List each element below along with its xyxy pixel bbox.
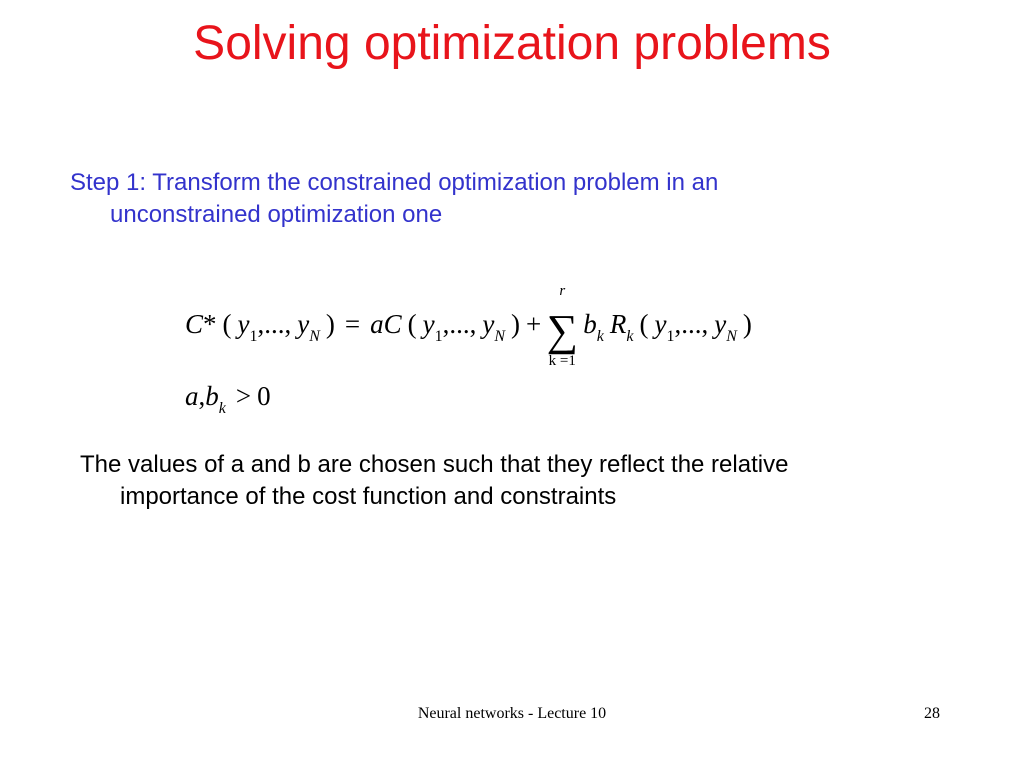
eq-sub-bk: k [596, 328, 604, 345]
eq-var-6: y [714, 309, 727, 339]
eq-rparen-1: ) [325, 309, 335, 339]
eq-var-5: y [654, 309, 667, 339]
eq-sub-rk: k [626, 328, 634, 345]
eq-dots-3: ,..., [674, 309, 709, 339]
sum-lower-limit: k =1 [548, 352, 576, 369]
footer-title: Neural networks - Lecture 10 [417, 705, 607, 722]
eq-sub-6: N [726, 328, 737, 345]
constraint-comma: , [198, 381, 206, 411]
constraint-zero: 0 [257, 381, 271, 411]
eq-coef-a: a [370, 309, 384, 339]
eq-lparen-3: ( [639, 309, 649, 339]
constraint-sub-k: k [218, 400, 226, 417]
eq-lhs-function: C [185, 309, 204, 339]
constraint-gt: > [235, 381, 252, 411]
slide-title: Solving optimization problems [193, 17, 831, 70]
eq-sub-1: 1 [249, 328, 258, 345]
step-line-2: unconstrained optimization one [110, 201, 443, 228]
eq-sub-5: 1 [666, 328, 675, 345]
step-paragraph [70, 167, 870, 231]
constraint-a: a [185, 381, 199, 411]
eq-rparen-2: ) [511, 309, 521, 339]
eq-plus: + [526, 309, 542, 339]
step-line-1: Step 1: Transform the constrained optimization problem in an [70, 169, 719, 196]
constraint-equation [185, 376, 271, 421]
eq-sub-3: 1 [434, 328, 443, 345]
eq-var-4: y [482, 309, 495, 339]
sum-upper-limit: r [559, 282, 566, 299]
eq-sub-2: N [309, 328, 320, 345]
eq-var-3: y [422, 309, 435, 339]
eq-equals: = [344, 309, 361, 339]
eq-fn-c: C [383, 309, 402, 339]
eq-lparen-1: ( [222, 309, 232, 339]
eq-coef-b: b [583, 309, 597, 339]
eq-var-2: y [297, 309, 310, 339]
note-line-1: The values of a and b are chosen such that they reflect the relative [80, 451, 789, 478]
eq-rparen-3: ) [742, 309, 752, 339]
page-number: 28 [924, 705, 940, 722]
objective-equation [185, 282, 752, 369]
eq-var-1: y [237, 309, 250, 339]
eq-dots-2: ,..., [442, 309, 477, 339]
sigma-symbol: ∑ [546, 305, 578, 355]
eq-lparen-2: ( [407, 309, 417, 339]
summation [543, 282, 581, 369]
eq-fn-r: R [609, 309, 627, 339]
eq-dots-1: ,..., [257, 309, 292, 339]
note-line-2: importance of the cost function and constraints [120, 483, 617, 510]
constraint-b: b [205, 381, 219, 411]
eq-sub-4: N [494, 328, 506, 345]
note-paragraph [80, 449, 980, 513]
eq-star: * [203, 309, 217, 339]
